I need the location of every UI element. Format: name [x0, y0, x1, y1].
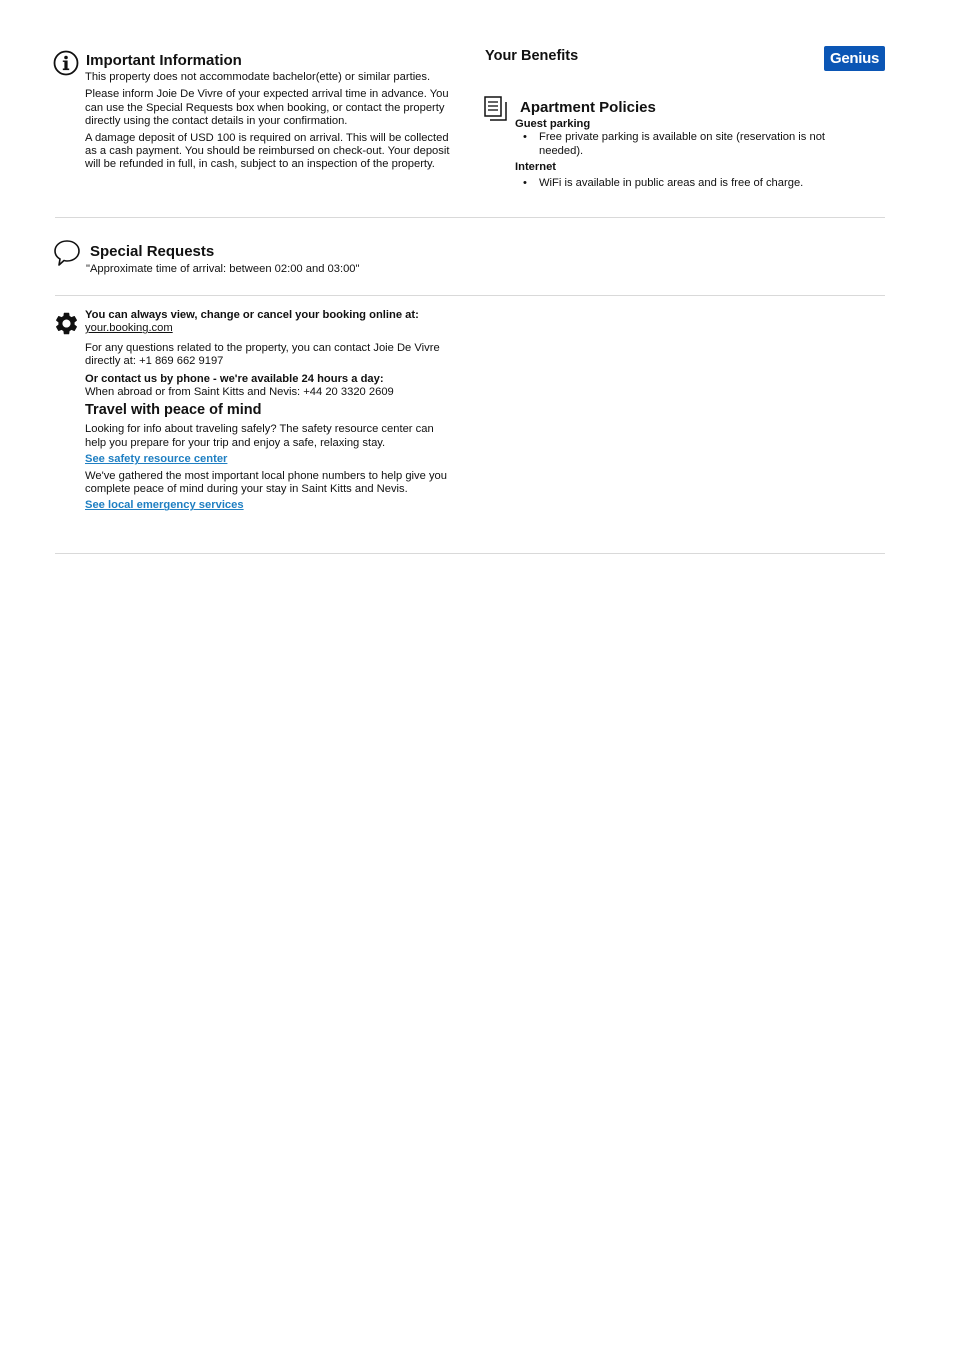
apartment-policies-body	[515, 118, 860, 190]
list-item: • Free private parking is available on site (reservation is not needed).	[515, 131, 860, 158]
speech-bubble-icon	[53, 239, 81, 267]
policy-heading-internet: Internet	[515, 161, 557, 174]
policy-list-guest-parking	[515, 131, 860, 158]
important-info-body	[85, 71, 455, 172]
section-divider	[55, 553, 885, 554]
policy-heading-guest-parking: Guest parking	[515, 118, 591, 130]
important-info-p1: This property does not accommodate bachelor(ette) or similar parties.	[85, 71, 431, 83]
policy-list-internet	[515, 177, 860, 190]
manage-booking-section	[85, 309, 455, 513]
list-item: • WiFi is available in public areas and is free of charge.	[515, 177, 860, 190]
document-icon	[484, 96, 508, 122]
emergency-services-link[interactable]: See local emergency services	[85, 499, 244, 512]
travel-title: Travel with peace of mind	[85, 402, 262, 419]
phone-text: When abroad or from Saint Kitts and Nevis: +44 20 3320 2609	[85, 386, 394, 399]
phone-numbers-text: We've gathered the most important local phone numbers to help give you complete peace of mind during your stay in Saint Kitts and Nevis.	[85, 469, 448, 496]
genius-badge: Genius	[824, 46, 885, 71]
manage-booking-lead: You can always view, change or cancel your booking online at:	[85, 309, 419, 321]
section-divider	[55, 295, 885, 296]
booking-url-link[interactable]: your.booking.com	[85, 322, 173, 335]
property-contact-text: For any questions related to the property, you can contact Joie De Vivre directly at: +1 869 662 9197	[85, 341, 440, 368]
special-requests-title: Special Requests	[90, 243, 215, 260]
gear-icon	[53, 310, 80, 337]
important-info-p3: A damage deposit of USD 100 is required on arrival. This will be collected as a cash payment. You should be reimbursed on check-out. Your deposit will be refunded in full, in cash, subject to an inspection of the property.	[85, 131, 450, 171]
safety-resource-link[interactable]: See safety resource center	[85, 453, 228, 466]
important-info-title: Important Information	[86, 52, 242, 69]
section-divider	[55, 217, 885, 218]
your-benefits-title: Your Benefits	[485, 48, 579, 64]
travel-text: Looking for info about traveling safely? The safety resource center can help you prepare for your trip and enjoy a safe, relaxing stay.	[85, 423, 434, 449]
special-requests-text: "Approximate time of arrival: between 02:00 and 03:00"	[86, 263, 360, 275]
apartment-policies-title: Apartment Policies	[520, 99, 656, 116]
info-icon	[53, 50, 79, 76]
important-info-p2: Please inform Joie De Vivre of your expected arrival time in advance. You can use the Special Requests box when booking, or contact the property directly using the contact details in your confirmation.	[85, 88, 449, 128]
phone-lead: Or contact us by phone - we're available 24 hours a day:	[85, 372, 384, 385]
